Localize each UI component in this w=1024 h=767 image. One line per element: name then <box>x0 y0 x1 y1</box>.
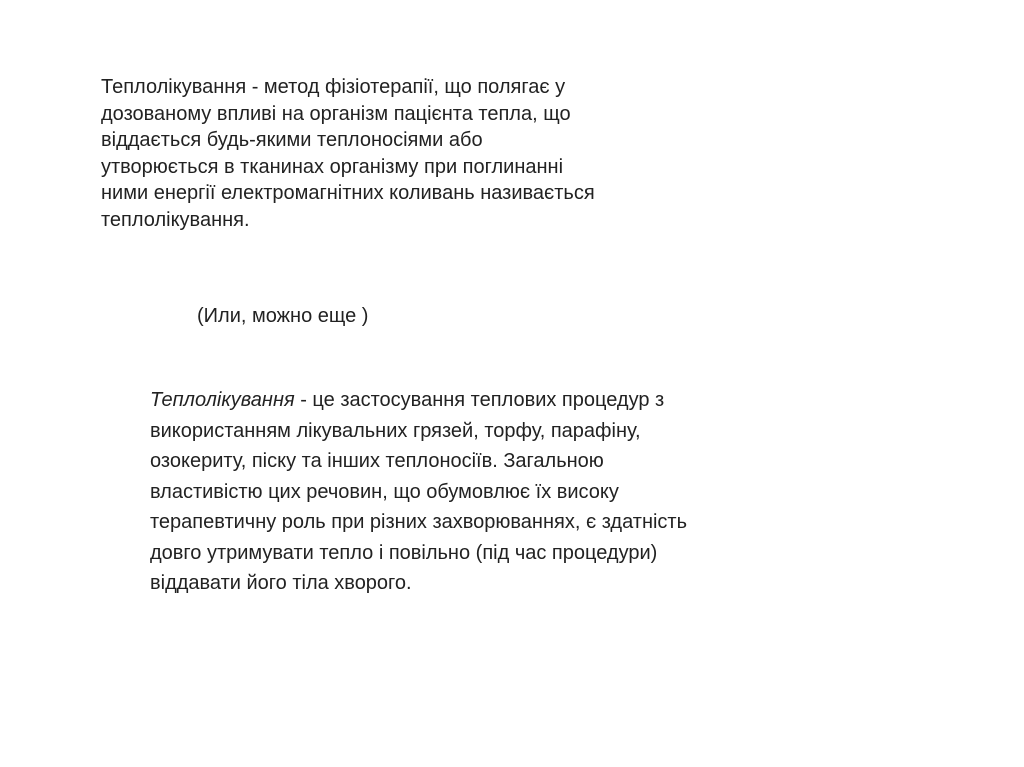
paragraph-line: терапевтичну роль при різних захворюваннях, є здатність <box>150 511 688 533</box>
paragraph-line: утворюється в тканинах організму при поглинанні <box>101 155 564 178</box>
paragraph-line: ними енергії електромагнітних коливань називається <box>101 182 595 204</box>
aside-note: (Или, можно еще ) <box>197 305 369 327</box>
paragraph-line: дозованому впливі на організм пацієнта тепла, що <box>101 102 571 125</box>
paragraph-line: Теплолікування - метод фізіотерапії, що полягає у <box>101 76 566 98</box>
paragraph-line: озокериту, піску та інших теплоносіїв. Загальною <box>150 450 604 472</box>
paragraph-line: властивістю цих речовин, що обумовлює їх високу <box>150 480 619 503</box>
paragraph-line-rest: - це застосування теплових процедур з <box>294 389 665 411</box>
paragraph-line: довго утримувати тепло і повільно (під час процедури) <box>150 541 658 564</box>
paragraph-line: віддається будь-якими теплоносіями або <box>101 129 483 151</box>
paragraph-line: теплолікування. <box>101 208 250 231</box>
alternative-definition-paragraph <box>150 385 830 599</box>
paragraph-line: віддавати його тіла хворого. <box>150 572 412 594</box>
paragraph-first-line <box>150 385 830 416</box>
paragraph-line: використанням лікувальних грязей, торфу, парафіну, <box>150 419 641 442</box>
definition-paragraph <box>101 74 741 233</box>
defined-term: Теплолікування <box>150 389 295 411</box>
